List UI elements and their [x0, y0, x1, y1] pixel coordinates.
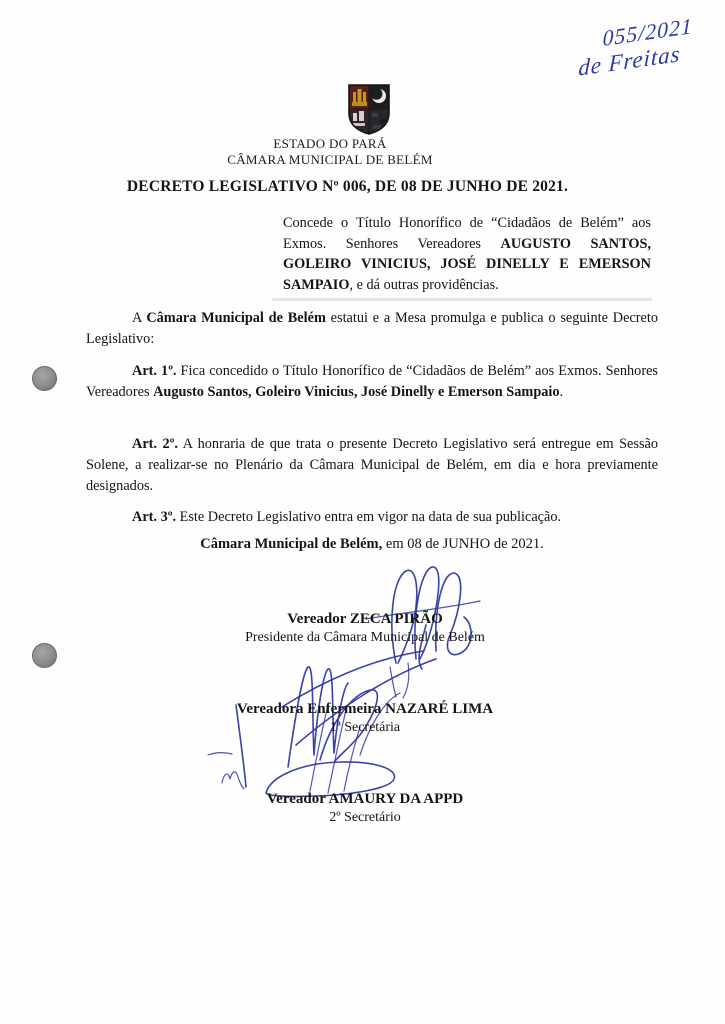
letterhead-org: CÂMARA MUNICIPAL DE BELÉM: [227, 151, 433, 167]
handwritten-annotation: [557, 8, 725, 83]
document-title: DECRETO LEGISLATIVO Nº 006, DE 08 DE JUNHO DE 2021.: [126, 178, 569, 195]
handwritten-protocol-number: 055/2021: [602, 13, 693, 51]
letterhead: [65, 136, 595, 167]
signer-name: Vereador ZECA PIRÃO: [287, 611, 443, 627]
signature-block-president: [65, 610, 665, 647]
hole-punch-top: [32, 366, 57, 391]
signer-name: Vereadora Enfermeira NAZARÉ LIMA: [236, 701, 494, 717]
signature-block-first-secretary: [65, 700, 665, 737]
coat-of-arms-icon: [345, 83, 393, 135]
scan-artifact-line: [272, 298, 652, 301]
dateline: Câmara Municipal de Belém, em 08 de JUNHO de 2021.: [200, 536, 544, 552]
signer-role: 1ª Secretária: [329, 720, 401, 735]
signer-role: 2º Secretário: [329, 810, 401, 825]
paragraph-preamble: A Câmara Municipal de Belém estatui e a Mesa promulga e publica o seguinte Decreto Legislativo:: [86, 310, 658, 347]
paragraph-art-1: Art. 1º. Fica concedido o Título Honorífico de “Cidadãos de Belém” aos Exmos. Senhores Vereadores Augusto Santos, Goleiro Vinicius, José Dinelly e Emerson Sampaio.: [86, 363, 658, 400]
ementa-summary: Concede o Título Honorífico de “Cidadãos de Belém” aos Exmos. Senhores Vereadores AUGUSTO SANTOS, GOLEIRO VINICIUS, JOSÉ DINELLY E EMERSON SAMPAIO, e dá outras providências.: [283, 215, 652, 293]
paragraph-art-3: Art. 3º. Este Decreto Legislativo entra em vigor na data de sua publicação.: [132, 509, 562, 525]
handwritten-initials: de Freitas: [578, 40, 681, 81]
signer-name: Vereador AMAURY DA APPD: [266, 791, 464, 807]
signer-role: Presidente da Câmara Municipal de Belém: [245, 630, 485, 645]
paragraph-art-2: Art. 2º. A honraria de que trata o presente Decreto Legislativo será entregue em Sessão Solene, a realizar-se no Plenário da Câmara Municipal de Belém, em dia e hora previamente designados.: [86, 436, 658, 494]
signature-block-second-secretary: [65, 790, 665, 827]
letterhead-state: ESTADO DO PARÁ: [273, 136, 387, 151]
hole-punch-bottom: [32, 643, 57, 668]
